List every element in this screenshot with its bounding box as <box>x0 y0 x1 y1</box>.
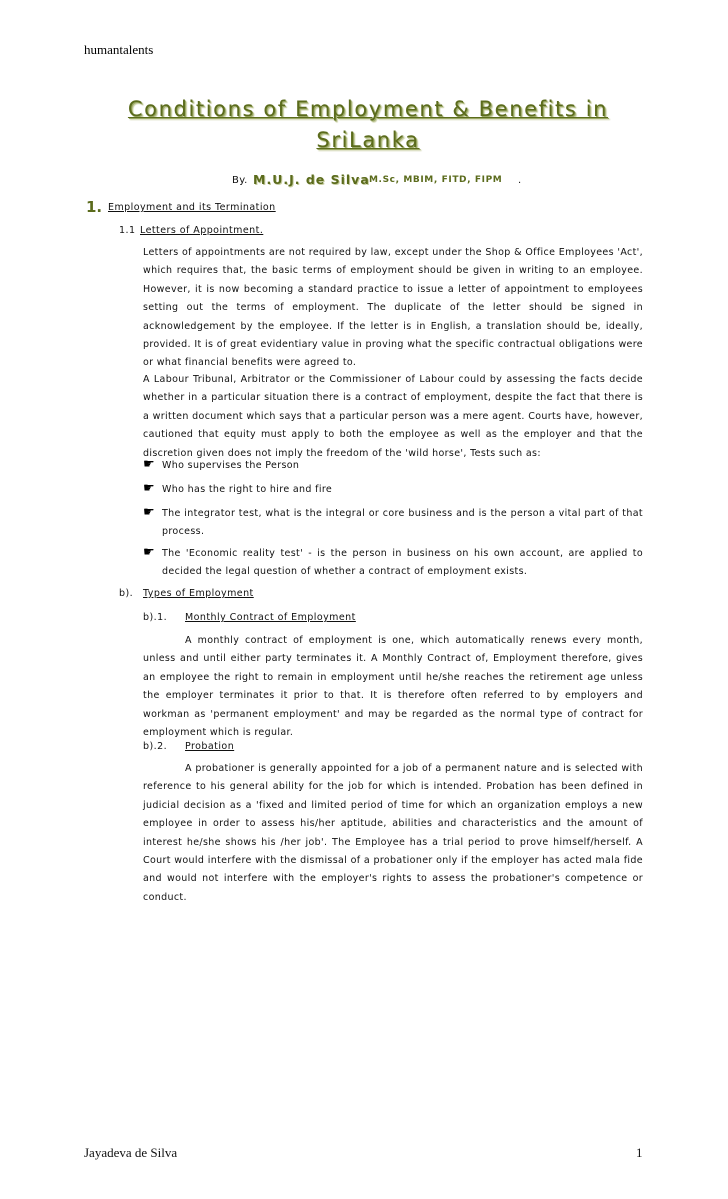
letters-paragraph-1: Letters of appointments are not required by law, except under the Shop & Office Employees 'Act', which requires that, the basic terms of employment should be given in writing to an employee. However, it is now becoming a standard practice to issue a letter of appointment to employees setting out the terms of employment. The duplicate of the letter should be signed in acknowledgement by the employee. If the letter is in English, a translation should be, ideally, provided. It is of great evidentiary value in proving what the specific contractual obligations were or what financial benefits were agreed to. <box>143 247 643 369</box>
pointing-hand-icon: ☛ <box>143 545 155 560</box>
subsection-b-number: b). <box>119 588 134 599</box>
pointing-hand-icon: ☛ <box>143 457 155 472</box>
bullet-text: Who supervises the Person <box>162 460 300 471</box>
title-line-2: SriLanka <box>316 128 420 152</box>
letters-paragraph-2: A Labour Tribunal, Arbitrator or the Commissioner of Labour could by assessing the facts decide whether in a particular situation there is a contract of employment, despite the fact that there is a written document which says that a particular person was a mere agent. Courts have, however, cautioned that equity must apply to both the employee as well as the employer and that the discretion given does not imply the freedom of the 'wild horse', Tests such as: <box>143 374 643 459</box>
subsection-b2-number: b).2. <box>143 741 168 752</box>
title-line-1: Conditions of Employment & Benefits in <box>127 97 609 121</box>
subsection-1-1-number: 1.1 <box>119 225 136 236</box>
subsection-b2-heading: Probation <box>185 741 235 752</box>
pointing-hand-icon: ☛ <box>143 505 155 520</box>
page-number: 1 <box>636 1145 643 1160</box>
byline-end: . <box>518 175 522 186</box>
bullet-text: Who has the right to hire and fire <box>162 484 333 495</box>
byline-author: M.U.J. de Silva <box>253 172 370 187</box>
bullet-text: The 'Economic reality test' - is the person in business on his own account, are applied to decided the legal question of whether a contract of employment exists. <box>162 548 643 578</box>
subsection-b1-heading: Monthly Contract of Employment <box>185 612 356 623</box>
section-1-number: 1. <box>86 198 103 216</box>
subsection-b1-number: b).1. <box>143 612 168 623</box>
header-site-name: humantalents <box>84 42 154 57</box>
byline-by: By. <box>232 175 248 186</box>
bullet-text: The integrator test, what is the integral or core business and is the person a vital part of that process. <box>162 508 643 538</box>
probation-paragraph: A probationer is generally appointed for a job of a permanent nature and is selected with reference to his general ability for the job for which is intended. Probation has been defined in judicial decision as a 'fixed and limited period of time for which an organization employs a new employee in order to assess his/her aptitude, abilities and characteristics and the amount of interest he/she shows his /her job'. The Employee has a trial period to prove himself/herself. A Court would interfere with the dismissal of a probationer only if the employer has acted mala fide and would not interfere with the employer's rights to assess the probationer's competence or conduct. <box>143 763 643 903</box>
byline-qualifications: M.Sc, MBIM, FITD, FIPM <box>369 175 503 185</box>
subsection-b-heading: Types of Employment <box>143 588 254 599</box>
monthly-contract-paragraph: A monthly contract of employment is one, which automatically renews every month, unless and until either party terminates it. A Monthly Contract of, Employment therefore, gives an employee the right to remain in employment until he/she reaches the retirement age unless the employer terminates it prior to that. It is therefore often referred to by employers and workman as 'permanent employment' and may be regarded as the normal type of contract for employment which is regular. <box>143 635 643 739</box>
section-1-heading: Employment and its Termination <box>108 202 276 213</box>
pointing-hand-icon: ☛ <box>143 481 155 496</box>
document-title <box>60 94 676 156</box>
footer-author: Jayadeva de Silva <box>84 1145 178 1160</box>
subsection-1-1-heading: Letters of Appointment. <box>140 225 264 236</box>
